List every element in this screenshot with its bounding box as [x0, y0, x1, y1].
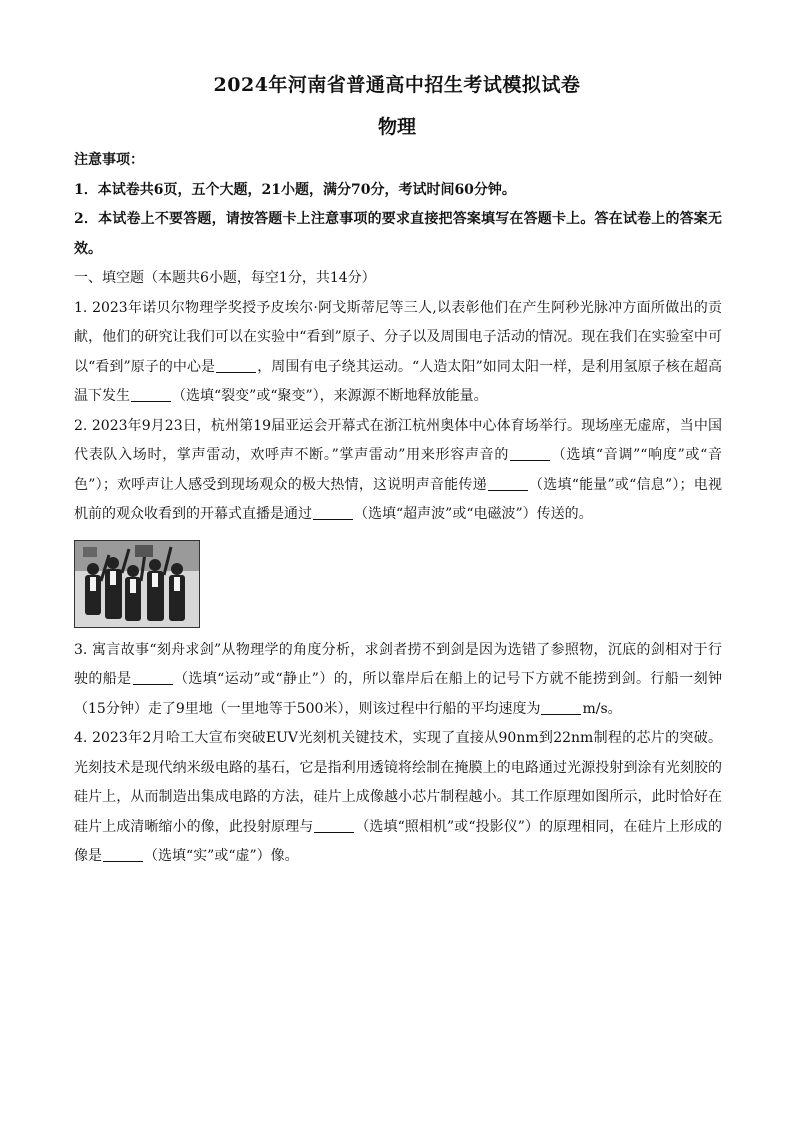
crowd-photo-illustration [75, 541, 199, 627]
opening-ceremony-photo [74, 540, 200, 628]
q1-text-3: （选填“裂变”或“聚变”），来源源不断地释放能量。 [172, 388, 488, 404]
q2-text-3: （选填“能量”或“信息”）；电视机前的观众收看到的开幕式直播是通过 [74, 476, 722, 522]
q4-text-2: （选填“照相机”或“投影仪”）的原理相同，在硅片上形成的像是 [74, 818, 722, 864]
q4-text-3: （选填“实”或“虚”）像。 [144, 848, 299, 864]
question-3 [74, 636, 722, 725]
q2-text-4: （选填“超声波”或“电磁波”）传送的。 [354, 506, 593, 522]
subject-title: 物理 [377, 116, 416, 138]
notes-item-1: 1．本试卷共6页，五个大题，21小题，满分70分，考试时间60分钟。 [74, 181, 516, 198]
notes-item-2: 2．本试卷上不要答题，请按答题卡上注意事项的要求直接把答案填写在答题卡上。答在试卷上的答案无效。 [74, 211, 722, 257]
q3-text-3: m/s。 [582, 700, 622, 717]
notes-heading: 注意事项： [74, 152, 144, 168]
q4-text-1: 4. 2023年2月哈工大宣布突破EUV光刻机关键技术，实现了直接从90nm到22nm制程的芯片的突破。光刻技术是现代纳米级电路的基石，它是指利用透镜将绘制在掩膜上的电路通过光源投射到涂有光刻胶的硅片上，从而制造出集成电路的方法，硅片上成像越小芯片制程越小。其工作原理如图所示，此时恰好在硅片上成清晰缩小的像，此投射原理与 [74, 730, 722, 835]
question-4 [74, 724, 722, 872]
exam-content [74, 146, 722, 872]
answer-blank [314, 818, 354, 833]
exam-title: 2024年河南省普通高中招生考试模拟试卷 [213, 74, 581, 96]
q2-text-1: 2. 2023年9月23日，杭州第19届亚运会开幕式在浙江杭州奥体中心体育场举行。现场座无虚席，当中国代表队入场时，掌声雷动，欢呼声不断。”掌声雷动”用来形容声音的 [74, 417, 722, 463]
question-1 [74, 294, 722, 412]
answer-blank [510, 446, 550, 461]
answer-blank [313, 505, 353, 520]
answer-blank [216, 358, 256, 373]
section-1-heading: 一、填空题（本题共6小题，每空1分，共14分） [74, 270, 376, 286]
q3-text-2: （选填“运动”或“静止”）的，所以靠岸后在船上的记号下方就不能捞到剑。行船一刻钟（15分钟）走了9里地（一里地等于500米），则该过程中行船的平均速度为 [74, 671, 722, 717]
q1-text-2: ，周围有电子绕其运动。“人造太阳”如同太阳一样，是利用氢原子核在超高温下发生 [74, 358, 722, 404]
answer-blank [133, 670, 173, 685]
q2-text-2: （选填“音调”“响度”或“音色”）；欢呼声让人感受到现场观众的极大热情，这说明声音能传递 [74, 447, 722, 493]
answer-blank [541, 700, 581, 715]
answer-blank [103, 847, 143, 862]
q3-text-1: 3. 寓言故事“刻舟求剑”从物理学的角度分析，求剑者捞不到剑是因为选错了参照物，沉底的剑相对于行驶的船是 [74, 641, 722, 687]
q1-text-1: 1. 2023年诺贝尔物理学奖授予皮埃尔·阿戈斯蒂尼等三人,以表彰他们在产生阿秒光脉冲方面所做出的贡献，他们的研究让我们可以在实验中“看到”原子、分子以及周围电子活动的情况。现在我们在实验室中可以“看到”原子的中心是 [74, 299, 722, 375]
question-2 [74, 412, 722, 530]
answer-blank [131, 387, 171, 402]
answer-blank [488, 476, 528, 491]
